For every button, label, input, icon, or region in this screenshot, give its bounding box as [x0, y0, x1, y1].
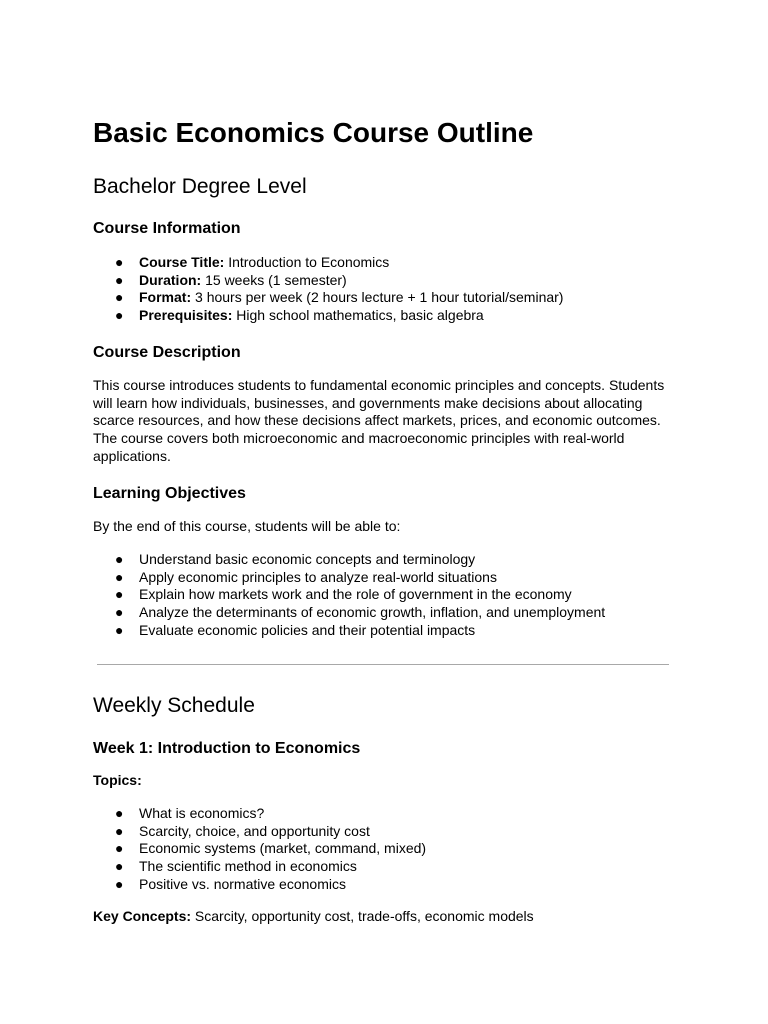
weekly-schedule-heading: Weekly Schedule: [93, 694, 255, 717]
item-text: Explain how markets work and the role of government in the economy: [139, 586, 572, 603]
bullet-icon: ●: [115, 840, 124, 857]
item-text: What is economics?: [139, 805, 265, 821]
bullet-icon: ●: [115, 621, 124, 638]
bullet-icon: ●: [115, 805, 124, 821]
item-text: The scientific method in economics: [139, 858, 357, 875]
list-item: [93, 876, 683, 894]
bullet-icon: ●: [115, 858, 124, 875]
item-label: Duration:: [139, 271, 202, 288]
item-label: Format:: [139, 289, 192, 306]
item-text: Apply economic principles to analyze real-world situations: [139, 568, 497, 585]
item-value: 3 hours per week (2 hours lecture + 1 hour tutorial/seminar): [195, 289, 564, 306]
item-value: Introduction to Economics: [228, 254, 390, 270]
item-value: High school mathematics, basic algebra: [236, 307, 484, 324]
course-description-heading: Course Description: [93, 344, 241, 361]
item-text: Analyze the determinants of economic growth, inflation, and unemployment: [139, 604, 606, 621]
list-item: [93, 569, 683, 587]
bullet-icon: ●: [115, 822, 124, 839]
list-item: [93, 823, 683, 841]
bullet-icon: ●: [115, 604, 124, 621]
item-value: 15 weeks (1 semester): [205, 271, 347, 288]
learning-objectives-list: [93, 551, 683, 640]
item-text: Scarcity, choice, and opportunity cost: [139, 822, 370, 839]
item-text: Positive vs. normative economics: [139, 875, 346, 892]
key-concepts-label: Key Concepts:: [93, 908, 192, 924]
list-item: [93, 805, 683, 823]
learning-objectives-heading: Learning Objectives: [93, 485, 246, 502]
week-1-heading: Week 1: Introduction to Economics: [93, 740, 361, 757]
key-concepts-text: Scarcity, opportunity cost, trade-offs, economic models: [194, 908, 534, 924]
list-item: [93, 551, 683, 569]
page-subtitle: Bachelor Degree Level: [93, 175, 307, 198]
page-title: Basic Economics Course Outline: [93, 117, 534, 148]
bullet-icon: ●: [115, 586, 124, 603]
item-text: Understand basic economic concepts and terminology: [139, 551, 476, 567]
item-label: Course Title:: [139, 254, 225, 270]
list-item: [93, 604, 683, 622]
item-text: Evaluate economic policies and their potential impacts: [139, 621, 476, 638]
bullet-icon: ●: [115, 254, 124, 270]
week-1-topics-list: [93, 805, 683, 894]
list-item: [93, 254, 683, 272]
bullet-icon: ●: [115, 551, 124, 567]
bullet-icon: ●: [115, 289, 124, 306]
key-concepts: [93, 908, 683, 926]
horizontal-divider: [97, 664, 669, 665]
item-text: Economic systems (market, command, mixed): [139, 840, 427, 857]
item-label: Prerequisites:: [139, 307, 233, 324]
bullet-icon: ●: [115, 307, 124, 324]
bullet-icon: ●: [115, 271, 124, 288]
learning-objectives-intro: By the end of this course, students will be able to:: [93, 518, 401, 534]
list-item: [93, 586, 683, 604]
list-item: [93, 858, 683, 876]
list-item: [93, 289, 683, 307]
course-information-heading: Course Information: [93, 220, 241, 237]
course-description-text: This course introduces students to fundamental economic principles and concepts. Students will learn how individuals, businesses, and governments make decisions about allocating scarce resources, and how these decisions affect markets, prices, and economic outcomes. The course covers both microeconomic and macroeconomic principles with real-world applications.: [93, 377, 665, 464]
topics-label: Topics:: [93, 772, 142, 788]
list-item: [93, 840, 683, 858]
list-item: [93, 622, 683, 640]
bullet-icon: ●: [115, 875, 124, 892]
list-item: [93, 272, 683, 290]
bullet-icon: ●: [115, 568, 124, 585]
list-item: [93, 307, 683, 325]
course-information-list: [93, 254, 683, 325]
